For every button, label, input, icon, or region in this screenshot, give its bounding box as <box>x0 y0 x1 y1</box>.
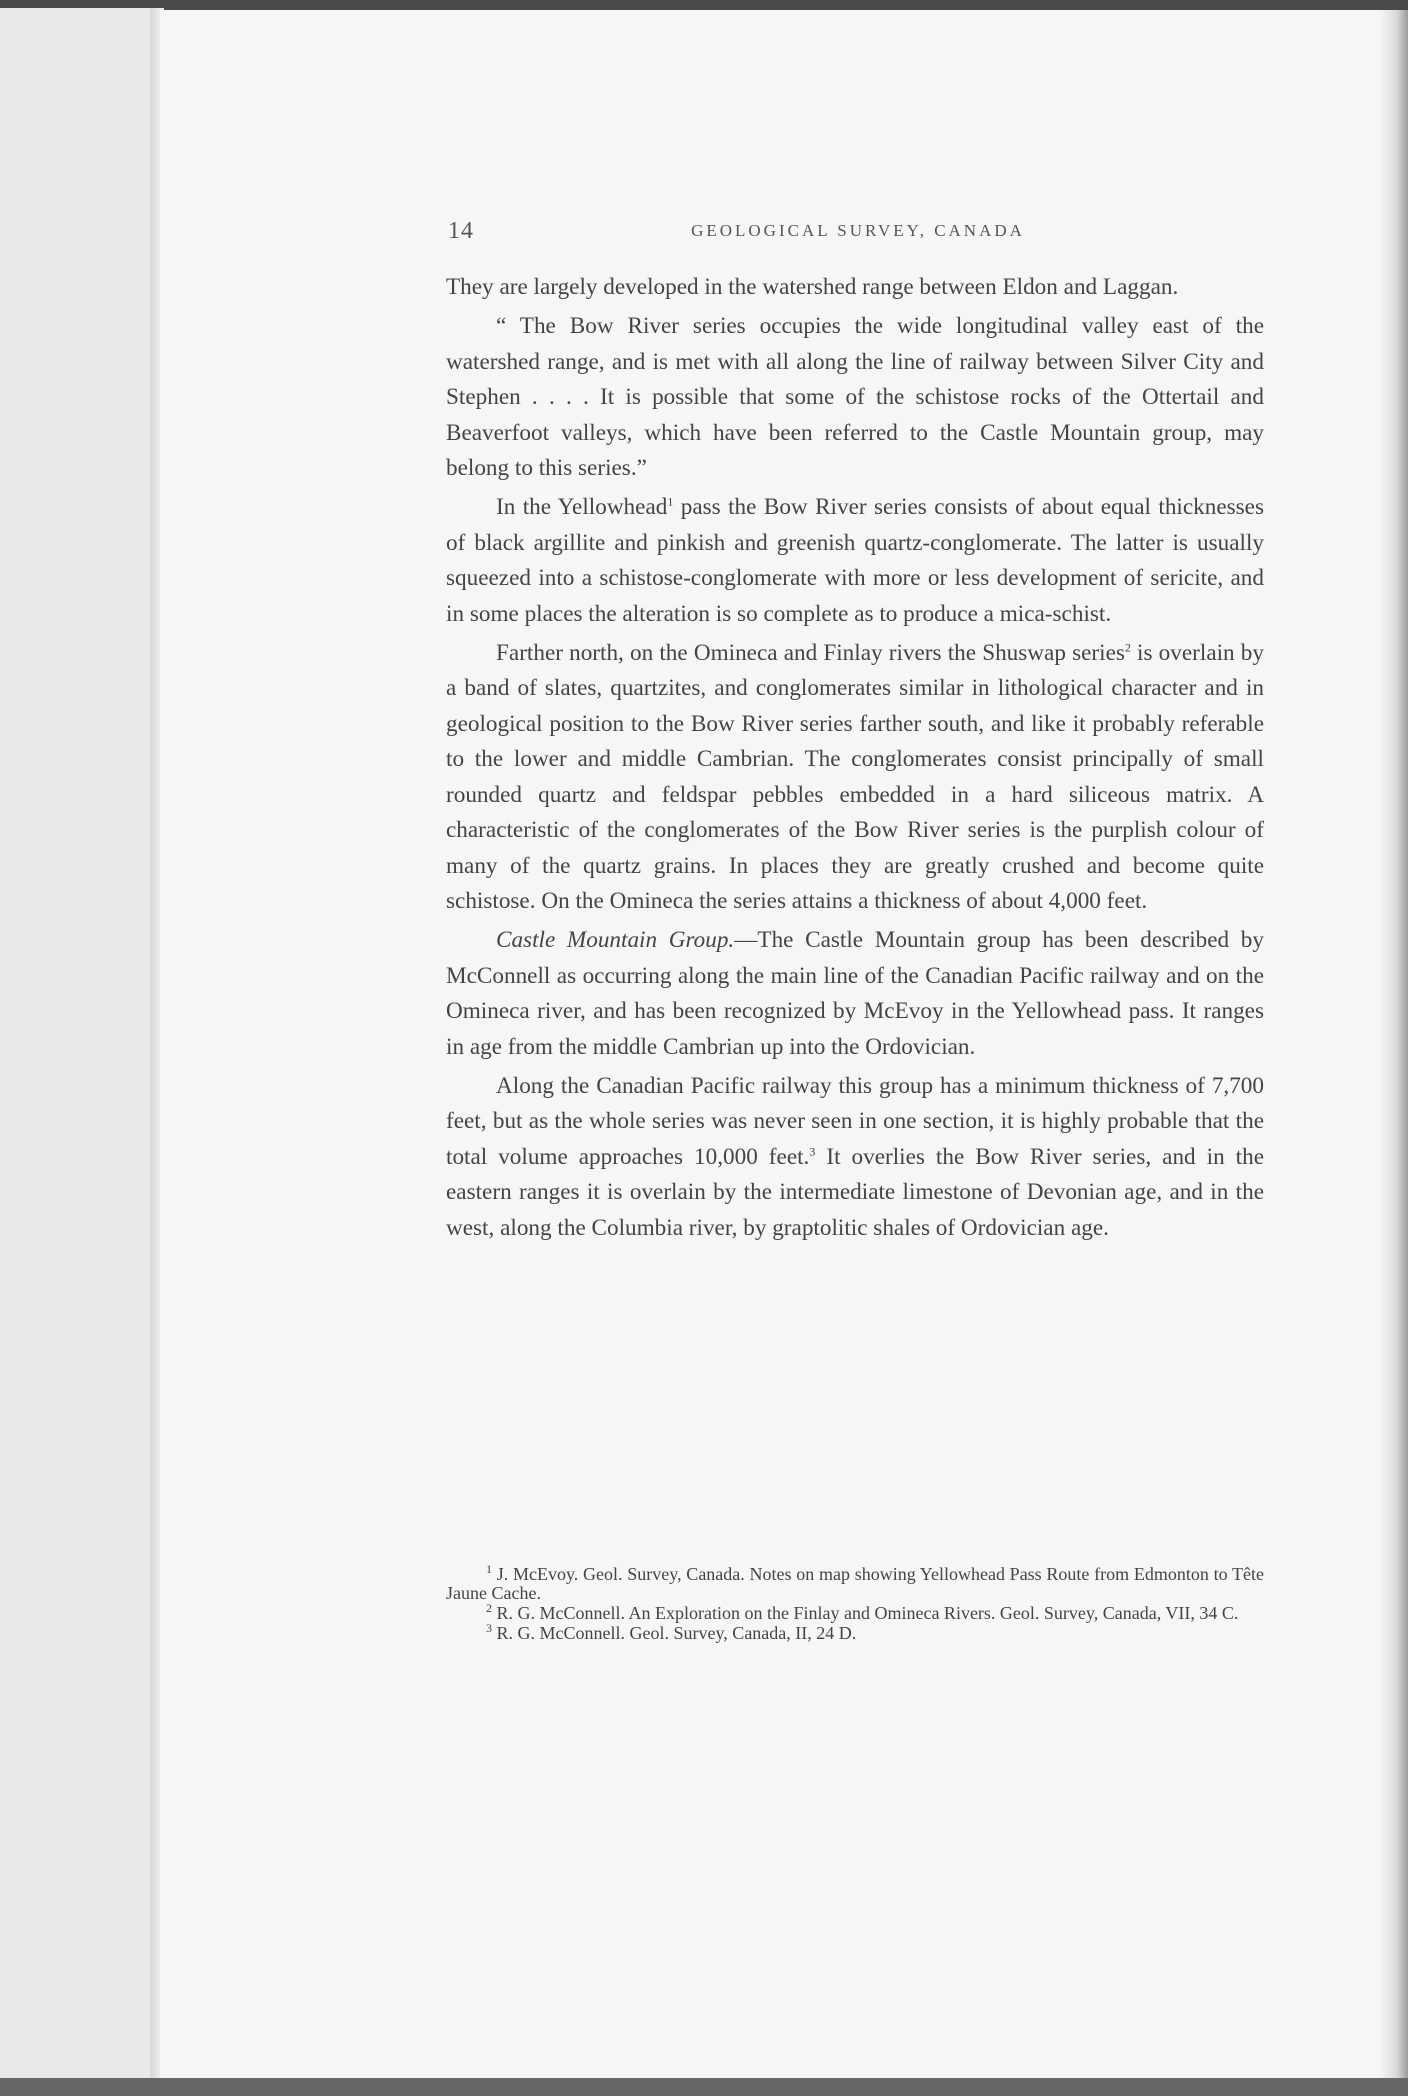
paragraph-3-rest: pass the Bow River series consists of about equal thicknesses of black argillite and pinkish and greenish quartz-conglomerate. The latter is usually squeezed into a schistose-conglomerate with more or less development of sericite, and in some places the alteration is so complete as to produce a mica-schist. <box>446 494 1265 627</box>
footnotes <box>446 1562 1264 1644</box>
footnote-2 <box>446 1601 1264 1623</box>
scan-edge-bottom <box>0 2078 1408 2096</box>
footnote-3 <box>446 1621 1264 1643</box>
paragraph-3 <box>446 490 1264 632</box>
footnote-ref-1: 1 <box>667 494 674 509</box>
footnote-text-1: J. McEvoy. Geol. Survey, Canada. Notes on map showing Yellowhead Pass Route from Edmonton to Tête Jaune Cache. <box>446 1564 1264 1603</box>
footnote-mark-2: 2 <box>486 1601 492 1615</box>
paragraph-5 <box>446 923 1264 1065</box>
left-page-leaf <box>0 8 160 2086</box>
footnote-ref-3: 3 <box>809 1144 816 1159</box>
page-header <box>448 218 1268 248</box>
paragraph-4 <box>446 636 1264 919</box>
paragraph-3-start: In the Yellowhead <box>496 494 668 521</box>
paragraph-1: They are largely developed in the watershed range between Eldon and Laggan. <box>446 274 1179 300</box>
scan-edge-top <box>0 0 1408 10</box>
paragraph-6 <box>446 1069 1264 1246</box>
body-text <box>446 270 1264 1250</box>
footnote-text-2: R. G. McConnell. An Exploration on the Finlay and Omineca Rivers. Geol. Survey, Canada, VII, 34 C. <box>492 1603 1239 1623</box>
section-heading-castle-mountain: Castle Mountain Group. <box>496 927 735 954</box>
running-head: GEOLOGICAL SURVEY, CANADA <box>691 221 1025 240</box>
footnote-mark-1: 1 <box>486 1562 492 1576</box>
footnote-text-3: R. G. McConnell. Geol. Survey, Canada, II, 24 D. <box>492 1623 857 1643</box>
paragraph-6-rest: It overlies the Bow River series, and in the eastern ranges it is overlain by the intermediate limestone of Devonian age, and in the west, along the Columbia river, by graptolitic shales of Ordovician age. <box>446 1143 1264 1241</box>
paragraph-4-rest: is overlain by a band of slates, quartzites, and conglomerates similar in lithological character and in geological position to the Bow River series farther south, and like it probably referable to the lower and middle Cambrian. The conglomerates consist principally of small rounded quartz and feldspar pebbles embedded in a hard siliceous matrix. A characteristic of the conglomerates of the Bow River series is the purplish colour of many of the quartz grains. In places they are greatly crushed and become quite schistose. On the Omineca the series attains a thickness of about 4,000 feet. <box>446 640 1264 914</box>
paragraph-4-start: Farther north, on the Omineca and Finlay rivers the Shuswap series <box>496 640 1125 667</box>
paragraph-5-rest: —The Castle Mountain group has been described by McConnell as occurring along the main line of the Canadian Pacific railway and on the Omineca river, and has been recognized by McEvoy in the Yellowhead pass. It ranges in age from the middle Cambrian up into the Ordovician. <box>446 927 1264 1060</box>
page-edge-shadow <box>1380 10 1408 2080</box>
paragraph-2: “ The Bow River series occupies the wide longitudinal valley east of the watershed range, and is met with all along the line of railway between Silver City and Stephen . . . . It is possible that some of the schistose rocks of the Ottertail and Beaverfoot valleys, which have been referred to the Castle Mountain group, may belong to this series.” <box>446 313 1264 482</box>
paragraph-6-start: Along the Canadian Pacific railway this group has a minimum thickness of 7,700 feet, but as the whole series was never seen in one section, it is highly probable that the total volume approaches 10,000 feet. <box>446 1072 1264 1170</box>
footnote-mark-3: 3 <box>486 1621 492 1635</box>
page-number: 14 <box>448 218 474 244</box>
footnote-ref-2: 2 <box>1124 640 1131 655</box>
footnote-1 <box>446 1562 1264 1603</box>
